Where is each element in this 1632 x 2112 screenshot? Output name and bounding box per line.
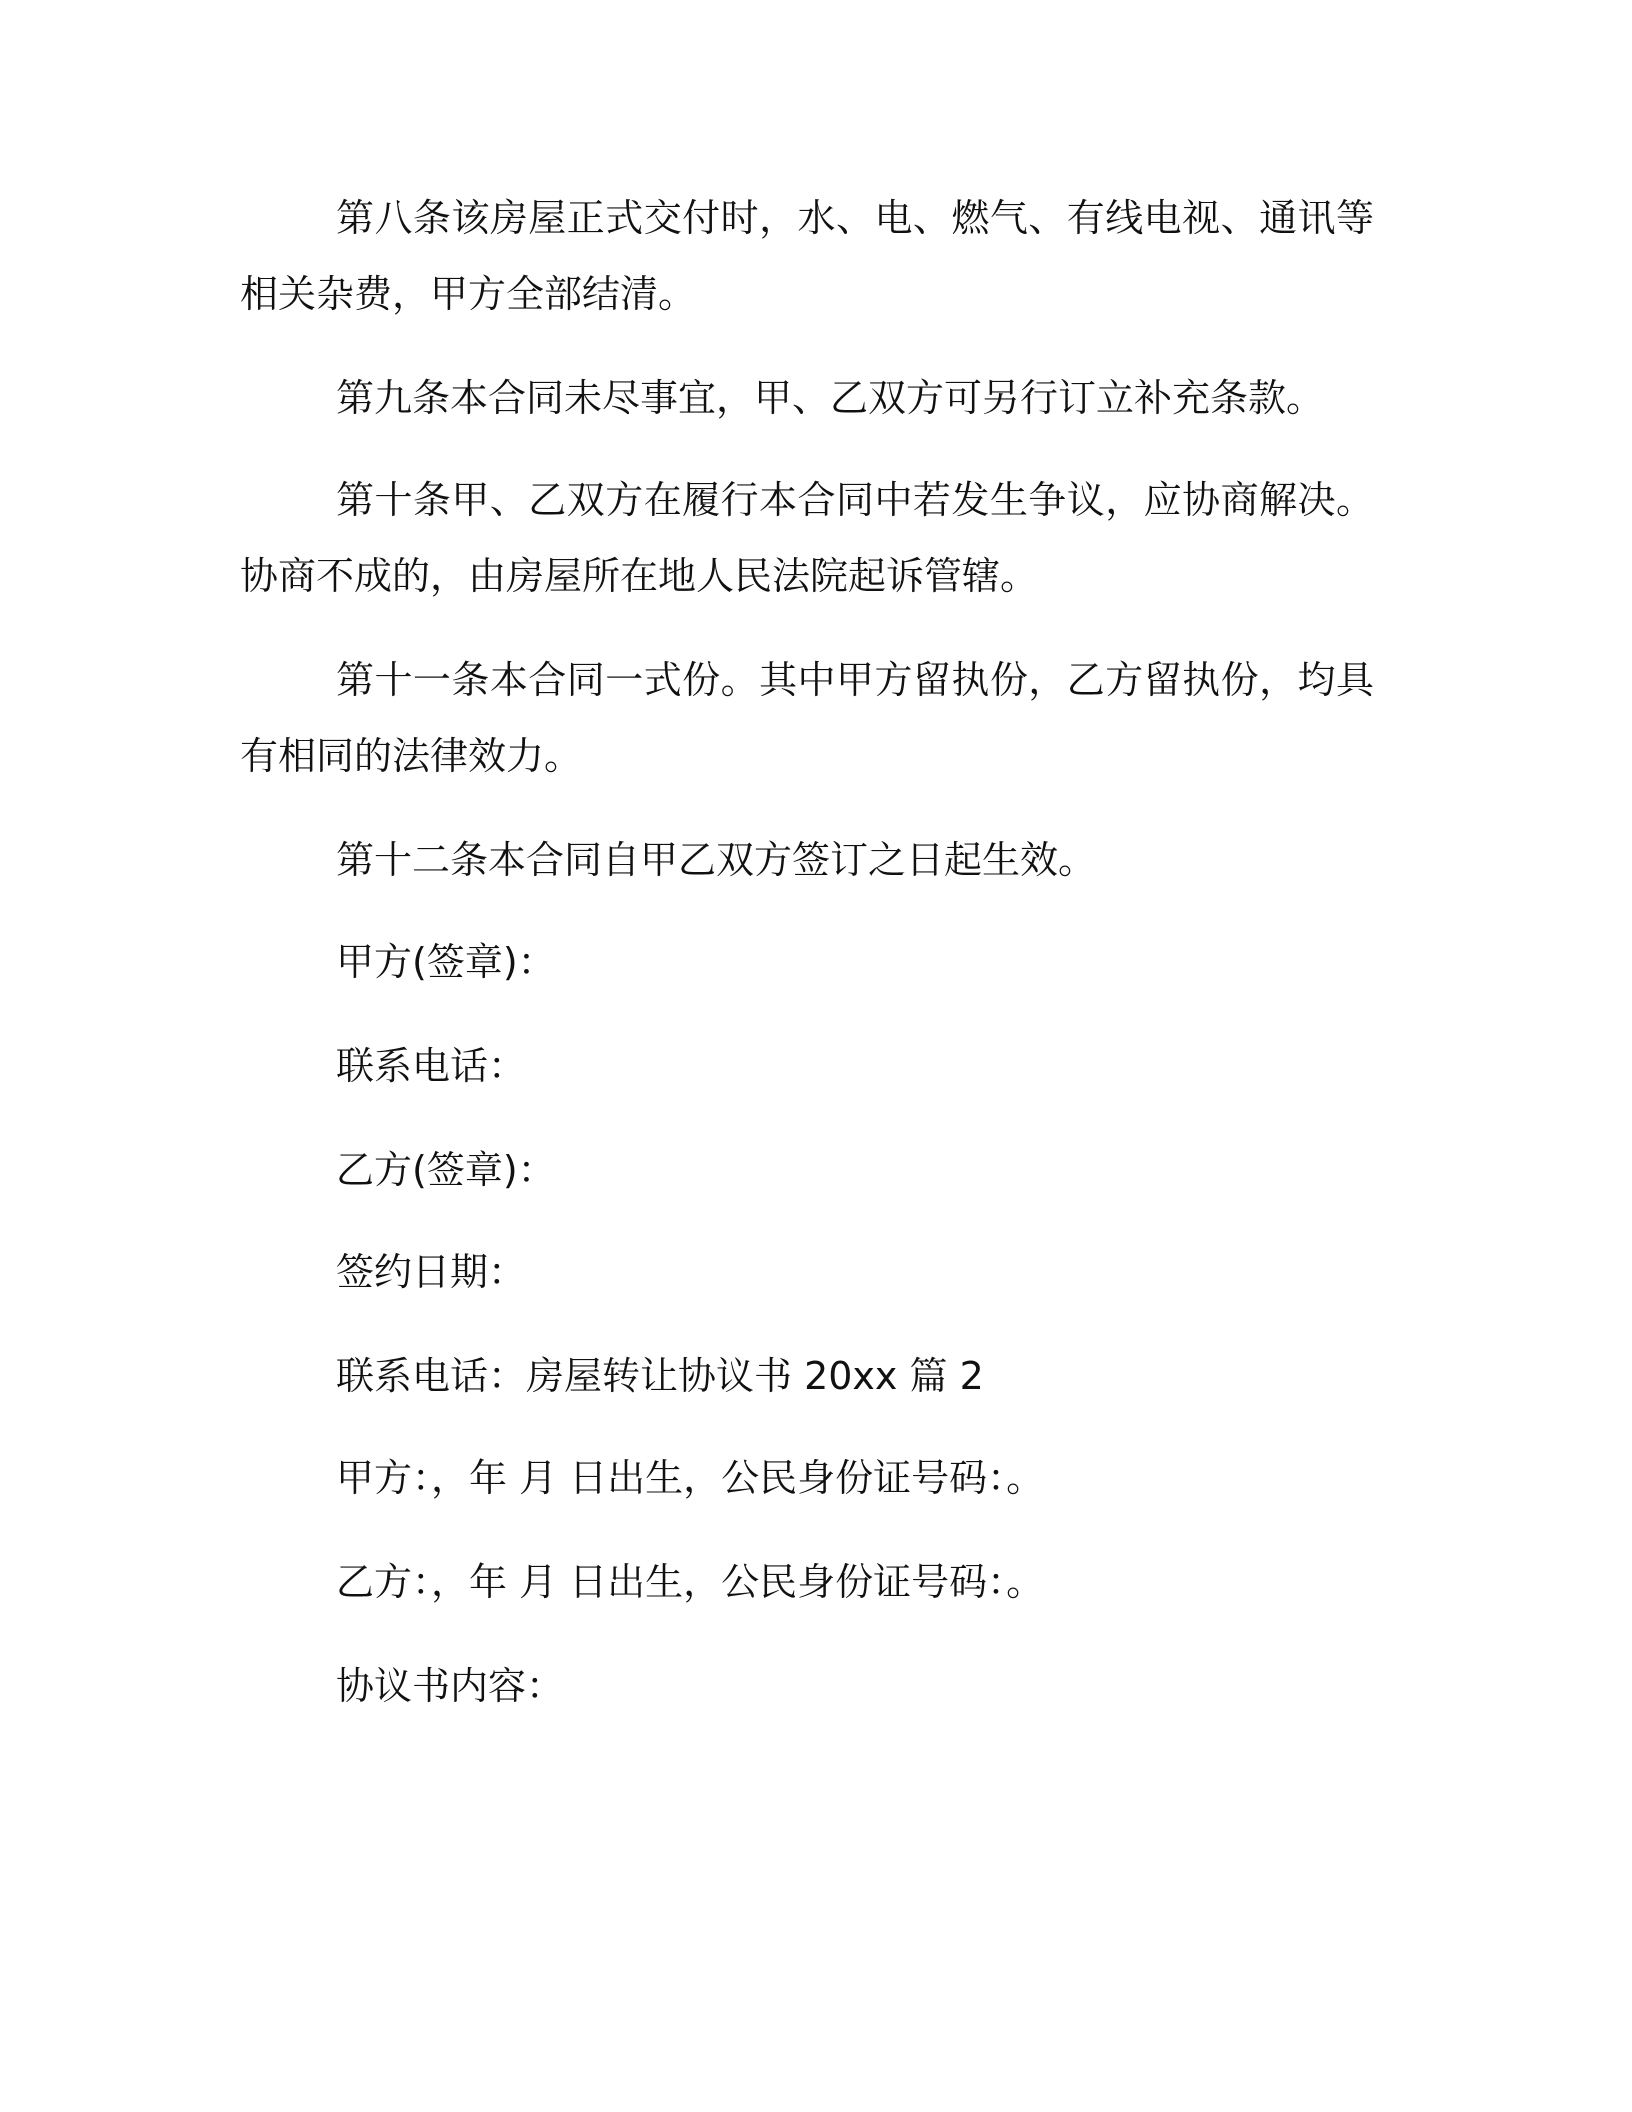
clause-8: 第八条该房屋正式交付时，水、电、燃气、有线电视、通讯等相关杂费，甲方全部结清。: [240, 196, 1374, 316]
party-a-signature: 甲方(签章)：: [336, 940, 556, 984]
signing-date: 签约日期：: [336, 1250, 527, 1294]
contact-phone-and-title: 联系电话：房屋转让协议书 20xx 篇 2: [336, 1354, 984, 1398]
party-b-signature: 乙方(签章)：: [336, 1148, 556, 1192]
clause-9: 第九条本合同未尽事宜，甲、乙双方可另行订立补充条款。: [336, 376, 1325, 420]
party-a-info: 甲方：，年 月 日出生，公民身份证号码：。: [336, 1456, 1045, 1500]
party-b-info: 乙方：，年 月 日出生，公民身份证号码：。: [336, 1560, 1045, 1604]
clause-12: 第十二条本合同自甲乙双方签订之日起生效。: [336, 838, 1097, 882]
clause-10: 第十条甲、乙双方在履行本合同中若发生争议，应协商解决。协商不成的，由房屋所在地人民法院起诉管辖。: [240, 478, 1374, 598]
clause-11: 第十一条本合同一式份。其中甲方留执份，乙方留执份，均具有相同的法律效力。: [240, 658, 1374, 778]
agreement-content-label: 协议书内容：: [336, 1664, 565, 1708]
contact-phone: 联系电话：: [336, 1044, 527, 1088]
